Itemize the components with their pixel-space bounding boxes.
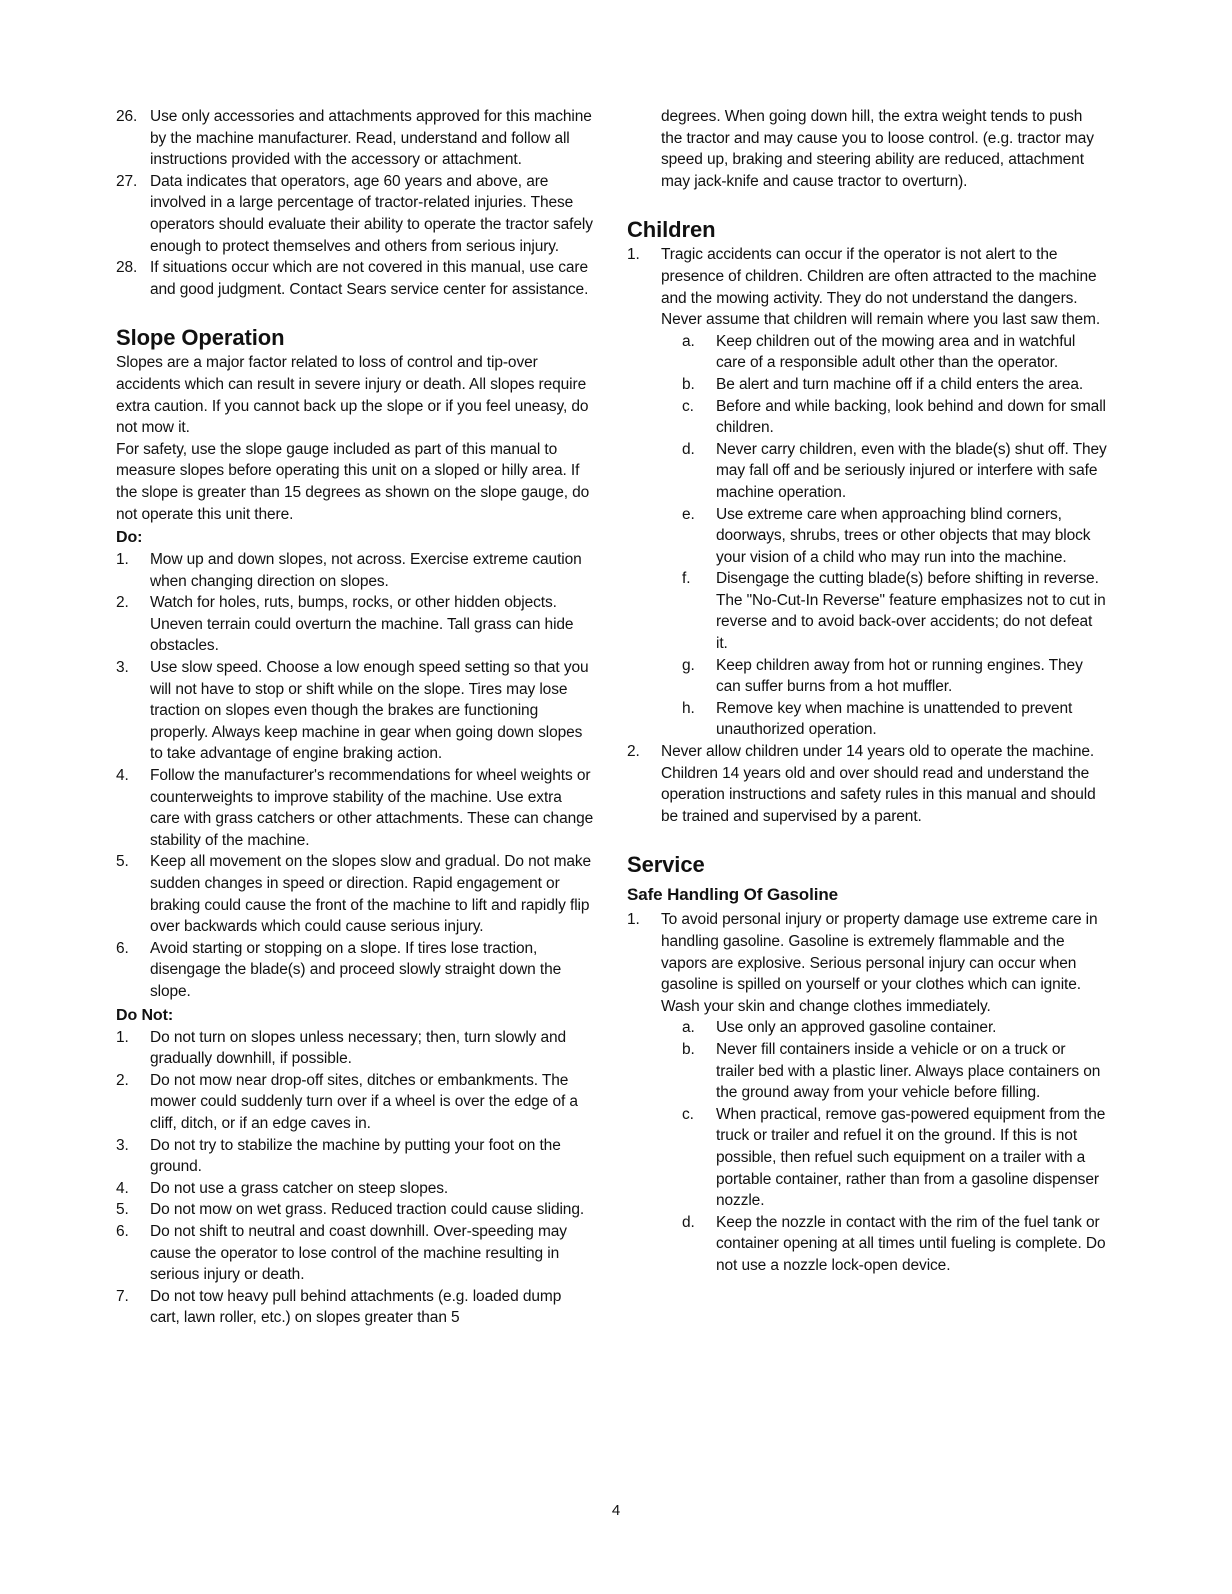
item-text: Do not turn on slopes unless necessary; then, turn slowly and gradually downhill, if possible. bbox=[150, 1028, 567, 1068]
item-text: Mow up and down slopes, not across. Exercise extreme caution when changing direction on slopes. bbox=[150, 551, 582, 590]
list-item bbox=[116, 592, 594, 657]
sub-list-item bbox=[627, 1104, 1107, 1212]
item-letter: a. bbox=[682, 1019, 695, 1037]
item-letter: b. bbox=[682, 1040, 695, 1058]
item-text: If situations occur which are not covered in this manual, use care and good judgment. Contact Sears service center for assistance. bbox=[150, 259, 589, 298]
item-text: Before and while backing, look behind and down for small children. bbox=[716, 397, 1106, 437]
item-text: Remove key when machine is unattended to prevent unauthorized operation. bbox=[716, 699, 1073, 739]
item-text: Do not mow on wet grass. Reduced traction could cause sliding. bbox=[150, 1201, 585, 1219]
list-item bbox=[116, 549, 594, 592]
item-text: Do not use a grass catcher on steep slopes. bbox=[150, 1179, 449, 1197]
item-text: Do not try to stabilize the machine by putting your foot on the ground. bbox=[150, 1136, 561, 1176]
item-text: Never carry children, even with the blade(s) shut off. They may fall off and be seriously injured or interfere with safe machine operation. bbox=[716, 440, 1107, 501]
item-letter: c. bbox=[682, 1105, 694, 1123]
item-text: Keep children away from hot or running engines. They can suffer burns from a hot muffler. bbox=[716, 656, 1083, 696]
list-item bbox=[116, 765, 594, 851]
list-item bbox=[116, 1027, 594, 1070]
item-text: Do not shift to neutral and coast downhill. Over-speeding may cause the operator to lose control of the machine resulting in serious injury or death. bbox=[150, 1222, 567, 1284]
list-item bbox=[116, 257, 594, 300]
item-text: Do not tow heavy pull behind attachments (e.g. loaded dump cart, lawn roller, etc.) on slopes greater than 5 bbox=[150, 1287, 562, 1327]
slope-paragraph-1: Slopes are a major factor related to loss of control and tip-over accidents which can result in severe injury or death. All slopes require extra caution. If you cannot back up the slope or if you feel uneasy, do not mow it. bbox=[116, 354, 589, 437]
item-number: 3. bbox=[116, 659, 129, 677]
item-number: 4. bbox=[116, 1179, 129, 1197]
slope-operation-heading: Slope Operation bbox=[116, 325, 285, 351]
sub-list-item bbox=[627, 655, 1107, 698]
list-item bbox=[116, 106, 594, 171]
item-number: 4. bbox=[116, 767, 129, 785]
item-letter: e. bbox=[682, 505, 695, 523]
item-text: Avoid starting or stopping on a slope. If tires lose traction, disengage the blade(s) and proceed slowly straight down the slope. bbox=[150, 939, 562, 1000]
list-item bbox=[627, 244, 1107, 330]
sub-list-item bbox=[627, 504, 1107, 569]
item-text: Keep children out of the mowing area and in watchful care of a responsible adult other than the operator. bbox=[716, 332, 1076, 372]
sub-list-item bbox=[627, 568, 1107, 654]
item-letter: d. bbox=[682, 1213, 695, 1231]
item-number: 5. bbox=[116, 1201, 129, 1219]
item-letter: b. bbox=[682, 375, 695, 393]
list-item bbox=[627, 741, 1107, 827]
list-item bbox=[116, 1070, 594, 1135]
item-number: 2. bbox=[116, 594, 129, 612]
item-text: Never fill containers inside a vehicle or on a truck or trailer bed with a plastic liner. Always place containers on the ground away from your vehicle before filling. bbox=[716, 1040, 1101, 1102]
page-number: 4 bbox=[611, 1502, 621, 1519]
item-number: 1. bbox=[116, 551, 129, 569]
item-letter: h. bbox=[682, 699, 695, 717]
sub-list-item bbox=[627, 374, 1107, 396]
list-item bbox=[627, 909, 1107, 1017]
list-item bbox=[116, 1178, 594, 1200]
list-item bbox=[116, 657, 594, 765]
item-number: 28. bbox=[116, 259, 138, 277]
service-heading: Service bbox=[627, 852, 705, 878]
sub-list-item bbox=[627, 1212, 1107, 1277]
sub-list-item bbox=[627, 1039, 1107, 1104]
list-item bbox=[116, 1199, 594, 1221]
item-number: 2. bbox=[627, 743, 640, 761]
item-number: 6. bbox=[116, 1222, 129, 1240]
item-number: 7. bbox=[116, 1287, 129, 1305]
item-number: 26. bbox=[116, 108, 138, 125]
item-text: Never allow children under 14 years old to operate the machine. Children 14 years old and over should read and understand the operation instructions and safety rules in this manual and should be trained and supervised by a parent. bbox=[661, 743, 1096, 825]
item-text: Follow the manufacturer's recommendations for wheel weights or counterweights to improve stability of the machine. Use extra care with grass catchers or other attachments. These can change stability of the machine. bbox=[150, 767, 594, 849]
item-number: 27. bbox=[116, 172, 138, 190]
item-text: Use extreme care when approaching blind corners, doorways, shrubs, trees or other objects that may block your vision of a child who may run into the machine. bbox=[716, 505, 1091, 566]
right-column bbox=[627, 106, 1107, 1277]
list-item bbox=[116, 938, 594, 1003]
item-text: Watch for holes, ruts, bumps, rocks, or other hidden objects. Uneven terrain could overturn the machine. Tall grass can hide obstacles. bbox=[150, 594, 574, 655]
item-letter: d. bbox=[682, 440, 695, 458]
item-text: Tragic accidents can occur if the operator is not alert to the presence of children. Children are often attracted to the machine and the mowing activity. They do not understand the dangers. Never assume that children will remain where you last saw them. bbox=[661, 246, 1101, 329]
list-item bbox=[116, 1135, 594, 1178]
item-number: 1. bbox=[116, 1028, 129, 1046]
item-text: Keep the nozzle in contact with the rim of the fuel tank or container opening at all times until fueling is complete. Do not use a nozzle lock-open device. bbox=[716, 1213, 1106, 1274]
item-number: 1. bbox=[627, 911, 640, 929]
list-item bbox=[116, 1286, 594, 1329]
item-letter: f. bbox=[682, 570, 691, 588]
list-item bbox=[116, 171, 594, 257]
sub-list-item bbox=[627, 439, 1107, 504]
item-number: 5. bbox=[116, 853, 129, 871]
children-heading: Children bbox=[627, 217, 716, 243]
sub-list-item bbox=[627, 1017, 1107, 1039]
item-text: Use only an approved gasoline container. bbox=[716, 1019, 997, 1037]
continued-text: degrees. When going down hill, the extra weight tends to push the tractor and may cause you to loose control. (e.g. tractor may speed up, braking and steering ability are reduced, attachment may jack-knife and cause tractor to overturn). bbox=[661, 108, 1094, 190]
do-not-heading: Do Not: bbox=[116, 1006, 174, 1024]
item-letter: c. bbox=[682, 397, 694, 415]
item-text: Use only accessories and attachments approved for this machine by the machine manufacturer. Read, understand and follow all instructions provided with the accessory or attachment. bbox=[150, 108, 592, 169]
slope-paragraph-2: For safety, use the slope gauge included as part of this manual to measure slopes before operating this unit on a sloped or hilly area. If the slope is greater than 15 degrees as shown on the slope gauge, do not operate this unit there. bbox=[116, 440, 590, 523]
item-letter: g. bbox=[682, 656, 695, 674]
sub-list-item bbox=[627, 396, 1107, 439]
sub-list-item bbox=[627, 331, 1107, 374]
item-number: 2. bbox=[116, 1071, 129, 1089]
do-heading: Do: bbox=[116, 529, 143, 547]
item-text: To avoid personal injury or property damage use extreme care in handling gasoline. Gasoline is extremely flammable and the vapors are explosive. Serious personal injury can occur when gasoline is spilled on yourself or your clothes which can ignite. Wash your skin and change clothes immediately. bbox=[661, 911, 1098, 1015]
item-text: Be alert and turn machine off if a child enters the area. bbox=[716, 375, 1084, 393]
item-number: 3. bbox=[116, 1136, 129, 1154]
item-text: Use slow speed. Choose a low enough speed setting so that you will not have to stop or shift while on the slope. Tires may lose traction on slopes even though the brakes are functioning properly. Always keep machine in gear when going down slopes to take advantage of engine braking action. bbox=[150, 659, 589, 763]
item-text: Disengage the cutting blade(s) before shifting in reverse. The "No-Cut-In Reverse" feature emphasizes not to cut in reverse and to avoid back-over accidents; do not defeat it. bbox=[716, 570, 1106, 653]
list-item bbox=[116, 851, 594, 937]
list-item bbox=[116, 1221, 594, 1286]
item-text: Keep all movement on the slopes slow and gradual. Do not make sudden changes in speed or direction. Rapid engagement or braking could cause the front of the machine to lift and rapidly flip over backwards which could cause serious injury. bbox=[150, 853, 592, 936]
item-number: 6. bbox=[116, 939, 129, 957]
item-number: 1. bbox=[627, 246, 640, 264]
item-text: Data indicates that operators, age 60 years and above, are involved in a large percentage of tractor-related injuries. These operators should evaluate their ability to operate the tractor safely enough to protect themselves and others from serious injury. bbox=[150, 172, 593, 255]
item-letter: a. bbox=[682, 332, 695, 350]
gasoline-heading: Safe Handling Of Gasoline bbox=[627, 885, 838, 905]
left-column bbox=[116, 106, 594, 1329]
item-text: Do not mow near drop-off sites, ditches or embankments. The mower could suddenly turn over if a wheel is over the edge of a cliff, ditch, or if an edge caves in. bbox=[150, 1071, 578, 1132]
item-text: When practical, remove gas-powered equipment from the truck or trailer and refuel it on the ground. If this is not possible, then refuel such equipment on a trailer with a portable container, rather than from a gasoline dispenser nozzle. bbox=[716, 1105, 1106, 1210]
sub-list-item bbox=[627, 698, 1107, 741]
